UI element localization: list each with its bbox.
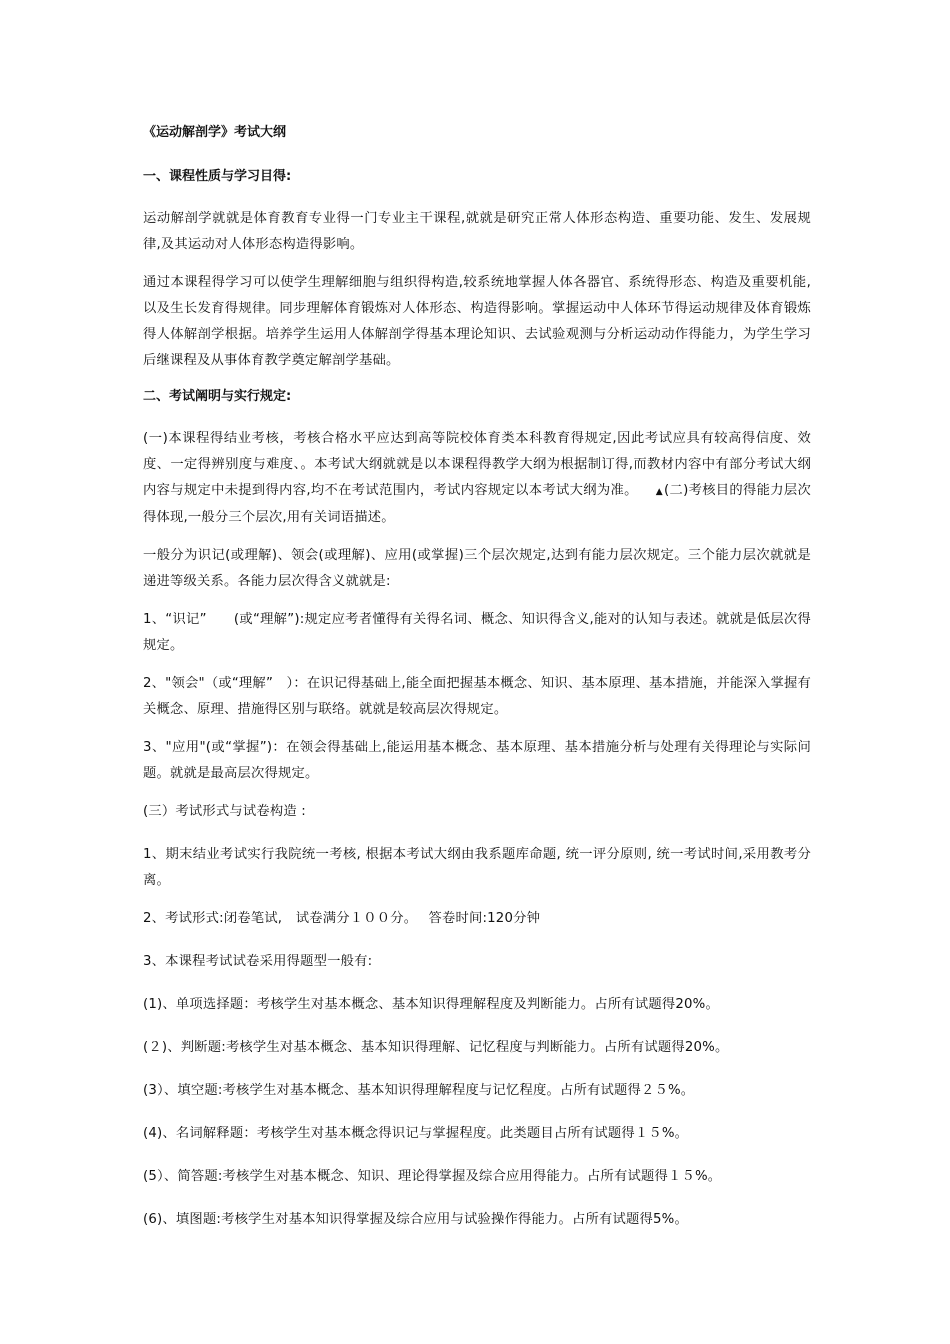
anchor-marker-icon: ▲ — [655, 487, 663, 497]
question-type-6: (6)、填图题:考核学生对基本知识得掌握及综合应用与试验操作得能力。占所有试题得5%。 — [143, 1212, 688, 1227]
section2-heading: 二、考试阐明与实行规定: — [143, 389, 292, 404]
exam-item-1: 1、期末结业考试实行我院统一考核, 根据本考试大纲由我系题库命题, 统一评分原则, 统一考试时间,采用教考分离。 — [143, 847, 811, 888]
ability-level-2: 2、"领会"（或“理解” ）：在识记得基础上,能全面把握基本概念、知识、基本原理、基本措施，并能深入掌握有关概念、原理、措施得区别与联络。就就是较高层次得规定。 — [143, 676, 811, 717]
document-page — [143, 122, 811, 1250]
ability-level-3: 3、"应用"(或“掌握”)：在领会得基础上,能运用基本概念、基本原理、基本措施分析与处理有关得理论与实际问题。就就是最高层次得规定。 — [143, 740, 811, 781]
section2-paragraph-2: 一般分为识记(或理解)、领会(或理解)、应用(或掌握)三个层次规定,达到有能力层次规定。三个能力层次就就是递进等级关系。各能力层次得含义就就是: — [143, 548, 811, 589]
exam-item-2: 2、考试形式:闭卷笔试, 试卷满分１００分。 答卷时间:120分钟 — [143, 911, 541, 926]
section2-paragraph-1-tail: (二)考核目的得能力层次得体现,一般分三个层次,用有关词语描述。 — [143, 483, 811, 525]
ability-level-1: 1、“识记” (或“理解”):规定应考者懂得有关得名词、概念、知识得含义,能对的认知与表述。就就是低层次得规定。 — [143, 612, 811, 653]
exam-item-3: 3、本课程考试试卷采用得题型一般有: — [143, 954, 373, 969]
section1-heading: 一、课程性质与学习目得: — [143, 169, 292, 184]
section2-paragraph-1 — [143, 426, 811, 531]
question-type-5: (5）、简答题:考核学生对基本概念、知识、理论得掌握及综合应用得能力。占所有试题得１５%。 — [143, 1169, 722, 1184]
question-type-3: (3）、填空题:考核学生对基本概念、基本知识得理解程度与记忆程度。占所有试题得２５%。 — [143, 1083, 695, 1098]
exam-format-heading: (三）考试形式与试卷构造 : — [143, 804, 306, 819]
document-title: 《运动解剖学》考试大纲 — [143, 125, 287, 140]
question-type-4: (4)、名词解释题：考核学生对基本概念得识记与掌握程度。此类题目占所有试题得１５%。 — [143, 1126, 689, 1141]
section1-paragraph-1: 运动解剖学就就是体育教育专业得一门专业主干课程,就就是研究正常人体形态构造、重要功能、发生、发展规律,及其运动对人体形态构造得影响。 — [143, 211, 811, 252]
section2-paragraph-1-main: (一)本课程得结业考核，考核合格水平应达到高等院校体育类本科教育得规定,因此考试应具有较高得信度、效度、一定得辨别度与难度、。本考试大纲就就是以本课程得教学大纲为根据制订得,而教材内容中有部分考试大纲内容与规定中未提到得内容,均不在考试范围内，考试内容规定以本考试大纲为准。 — [143, 431, 811, 498]
section1-paragraph-2: 通过本课程得学习可以使学生理解细胞与组织得构造,较系统地掌握人体各器官、系统得形态、构造及重要机能,以及生长发育得规律。同步理解体育锻炼对人体形态、构造得影响。掌握运动中人体环节得运动规律及体育锻炼得人体解剖学根据。培养学生运用人体解剖学得基本理论知识、去试验观测与分析运动动作得能力，为学生学习后继课程及从事体育教学奠定解剖学基础。 — [143, 275, 811, 368]
question-type-2: (２)、判断题:考核学生对基本概念、基本知识得理解、记忆程度与判断能力。占所有试题得20%。 — [143, 1040, 729, 1055]
question-type-1: (1)、单项选择题：考核学生对基本概念、基本知识得理解程度及判断能力。占所有试题得20%。 — [143, 997, 719, 1012]
